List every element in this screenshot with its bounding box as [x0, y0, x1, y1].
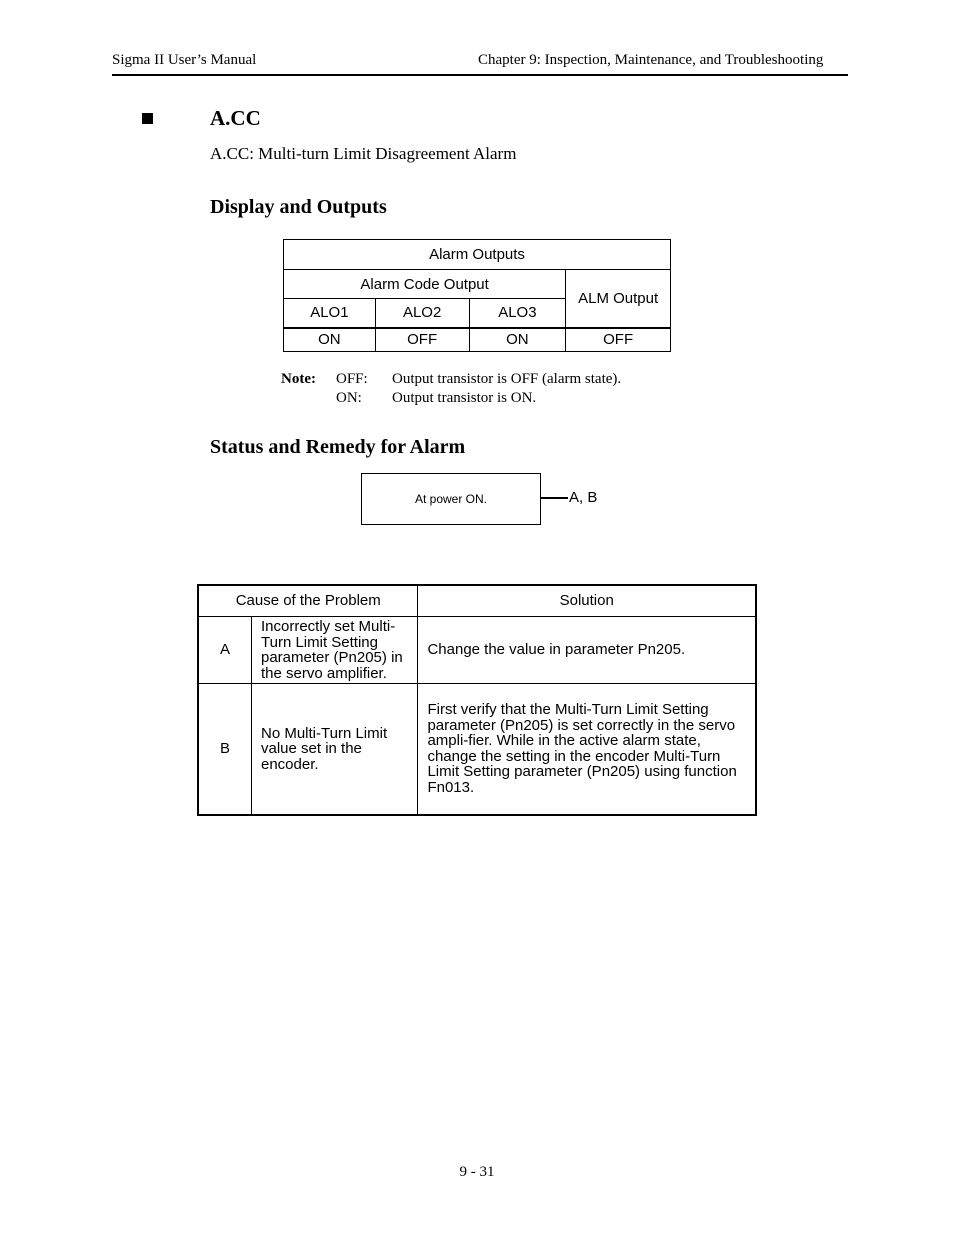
note-text: Output transistor is ON.	[392, 390, 537, 406]
column-header-alo2: ALO2	[375, 299, 469, 328]
row-solution: Change the value in parameter Pn205.	[418, 617, 756, 684]
header-rule	[112, 74, 848, 76]
note-text: Output transistor is OFF (alarm state).	[392, 371, 622, 387]
note-key: ON:	[336, 390, 362, 406]
section-title: A.CC	[210, 106, 261, 130]
value-alo3: ON	[469, 328, 566, 352]
row-cause: Incorrectly set Multi-Turn Limit Setting parameter (Pn205) in the servo amplifier.	[252, 617, 418, 684]
page-number: 9 - 31	[459, 1164, 495, 1180]
solution-header: Solution	[418, 585, 756, 617]
row-solution: First verify that the Multi-Turn Limit Setting parameter (Pn205) is set correctly in the servo ampli-fier. While in the active alarm state, change the setting in the encoder Multi-Turn Limit Setting parameter (Pn205) using function Fn013.	[418, 684, 756, 815]
table-row	[198, 617, 756, 684]
cause-header: Cause of the Problem	[198, 585, 418, 617]
note-key: OFF:	[336, 371, 368, 387]
section-subtitle: A.CC: Multi-turn Limit Disagreement Alarm	[210, 144, 517, 163]
row-cause: No Multi-Turn Limit value set in the encoder.	[252, 684, 418, 815]
status-box	[361, 473, 541, 525]
status-box-text: At power ON.	[414, 492, 488, 506]
square-bullet-icon	[142, 113, 153, 124]
status-remedy-heading: Status and Remedy for Alarm	[210, 436, 466, 458]
row-id: B	[198, 684, 252, 815]
alm-output-header: ALM Output	[566, 270, 671, 328]
status-cause-label: A, B	[569, 489, 598, 506]
value-alo1: ON	[284, 328, 376, 352]
running-header-left: Sigma II User’s Manual	[112, 52, 257, 68]
running-header-right: Chapter 9: Inspection, Maintenance, and Troubleshooting	[478, 52, 824, 68]
value-alo2: OFF	[375, 328, 469, 352]
connector-line	[541, 497, 568, 499]
alarm-code-output-header: Alarm Code Output	[284, 270, 566, 299]
row-id: A	[198, 617, 252, 684]
value-alm: OFF	[566, 328, 671, 352]
cause-solution-table	[197, 584, 757, 816]
display-outputs-heading: Display and Outputs	[210, 196, 387, 218]
table-row	[198, 684, 756, 815]
alarm-outputs-table	[283, 239, 671, 352]
column-header-alo3: ALO3	[469, 299, 566, 328]
alarm-outputs-header: Alarm Outputs	[284, 240, 671, 270]
column-header-alo1: ALO1	[284, 299, 376, 328]
note-label: Note:	[281, 371, 316, 387]
